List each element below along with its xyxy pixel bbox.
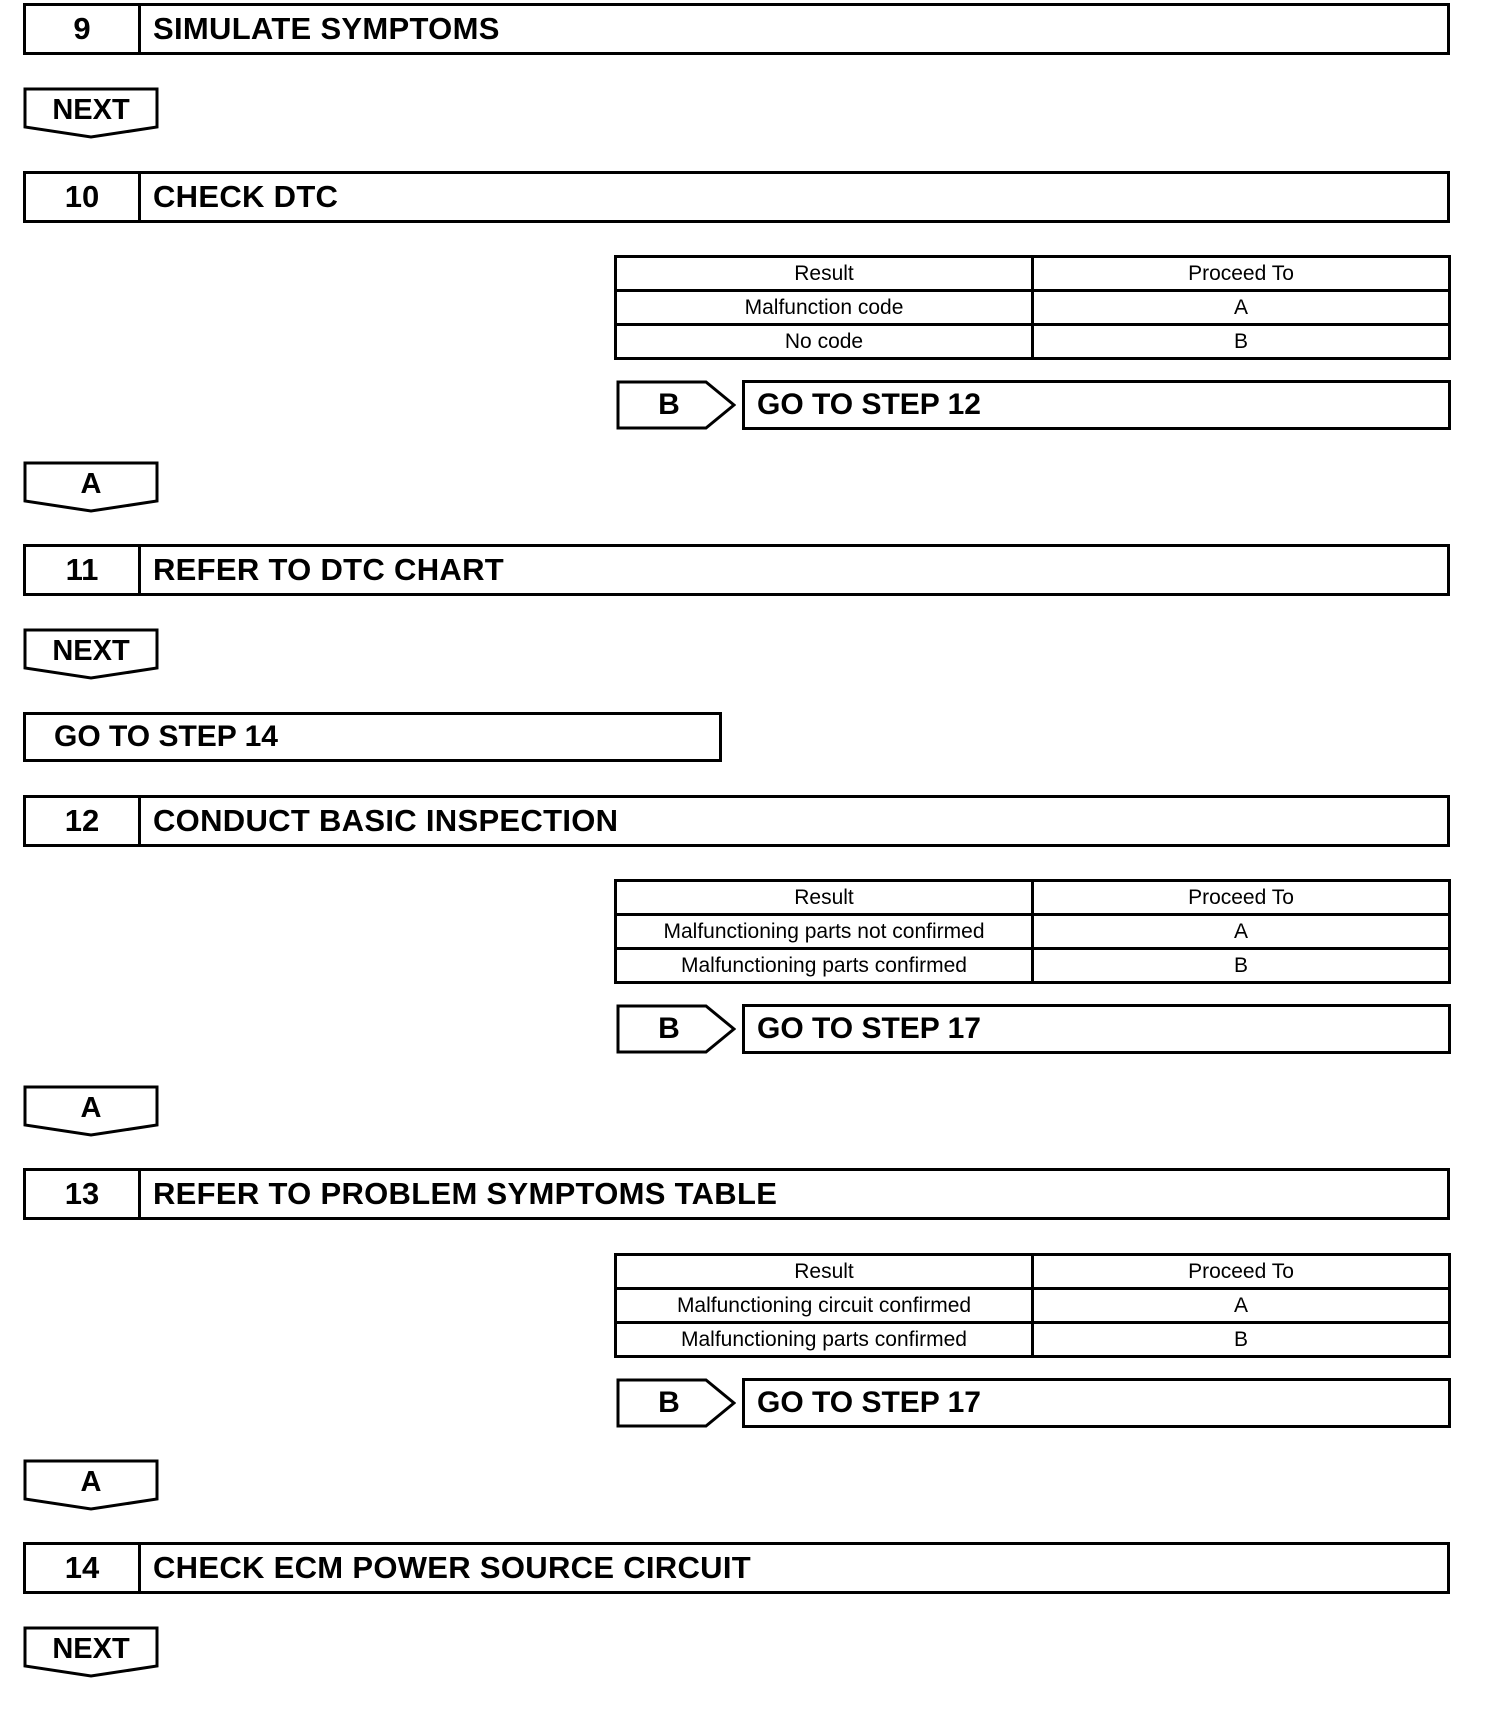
table-header-row	[616, 881, 1450, 915]
a-arrow	[23, 461, 159, 513]
step-title: CHECK DTC	[153, 179, 339, 214]
arrow-label: NEXT	[52, 634, 130, 667]
table-cell: B	[1033, 325, 1450, 359]
result-table-1	[614, 255, 1451, 360]
step-11-header	[23, 544, 1450, 596]
next-arrow	[23, 1626, 159, 1678]
a-arrow	[23, 1085, 159, 1137]
table-header-cell: Proceed To	[1033, 1255, 1450, 1289]
table-cell: A	[1033, 915, 1450, 949]
table-cell: Malfunctioning parts confirmed	[616, 949, 1033, 983]
step-title: REFER TO DTC CHART	[153, 552, 504, 587]
result-table-3	[614, 1253, 1451, 1358]
arrow-label: A	[80, 467, 102, 500]
table-cell: Malfunction code	[616, 291, 1033, 325]
branch-b-arrow	[616, 380, 736, 430]
table-cell: Malfunctioning parts confirmed	[616, 1323, 1033, 1357]
table-header-cell: Proceed To	[1033, 257, 1450, 291]
table-cell: B	[1033, 949, 1450, 983]
table-cell: B	[1033, 1323, 1450, 1357]
a-arrow	[23, 1459, 159, 1511]
table-header-cell: Result	[616, 881, 1033, 915]
arrow-label: A	[80, 1091, 102, 1124]
branch-label: B	[658, 1386, 680, 1419]
table-cell: Malfunctioning circuit confirmed	[616, 1289, 1033, 1323]
next-arrow	[23, 87, 159, 139]
branch-b-arrow	[616, 1378, 736, 1428]
next-arrow	[23, 628, 159, 680]
table-cell: A	[1033, 291, 1450, 325]
branch-label: B	[658, 1012, 680, 1045]
table-cell: Malfunctioning parts not confirmed	[616, 915, 1033, 949]
step-12-header	[23, 795, 1450, 847]
step-number: 9	[26, 6, 141, 52]
goto-step-14-box: GO TO STEP 14	[23, 712, 722, 762]
step-title: CHECK ECM POWER SOURCE CIRCUIT	[153, 1550, 752, 1585]
table-header-cell: Result	[616, 257, 1033, 291]
step-number: 13	[26, 1171, 141, 1217]
branch-label: B	[658, 388, 680, 421]
table-header-row	[616, 257, 1450, 291]
table-cell: No code	[616, 325, 1033, 359]
table-row	[616, 949, 1450, 983]
table-row	[616, 325, 1450, 359]
table-row	[616, 1323, 1450, 1357]
goto-step-box: GO TO STEP 12	[742, 380, 1451, 430]
table-header-row	[616, 1255, 1450, 1289]
arrow-label: A	[80, 1465, 102, 1498]
arrow-label: NEXT	[52, 1632, 130, 1665]
step-number: 12	[26, 798, 141, 844]
step-9-header	[23, 3, 1450, 55]
step-title: REFER TO PROBLEM SYMPTOMS TABLE	[153, 1176, 778, 1211]
goto-step-box: GO TO STEP 17	[742, 1378, 1451, 1428]
branch-b-arrow	[616, 1004, 736, 1054]
step-title: SIMULATE SYMPTOMS	[153, 11, 500, 46]
arrow-label: NEXT	[52, 93, 130, 126]
step-10-header	[23, 171, 1450, 223]
table-header-cell: Result	[616, 1255, 1033, 1289]
table-row	[616, 1289, 1450, 1323]
step-title: CONDUCT BASIC INSPECTION	[153, 803, 619, 838]
table-header-cell: Proceed To	[1033, 881, 1450, 915]
step-number: 11	[26, 547, 141, 593]
step-14-header	[23, 1542, 1450, 1594]
table-row	[616, 291, 1450, 325]
step-number: 14	[26, 1545, 141, 1591]
step-13-header	[23, 1168, 1450, 1220]
goto-step-box: GO TO STEP 17	[742, 1004, 1451, 1054]
result-table-2	[614, 879, 1451, 984]
step-number: 10	[26, 174, 141, 220]
table-cell: A	[1033, 1289, 1450, 1323]
table-row	[616, 915, 1450, 949]
